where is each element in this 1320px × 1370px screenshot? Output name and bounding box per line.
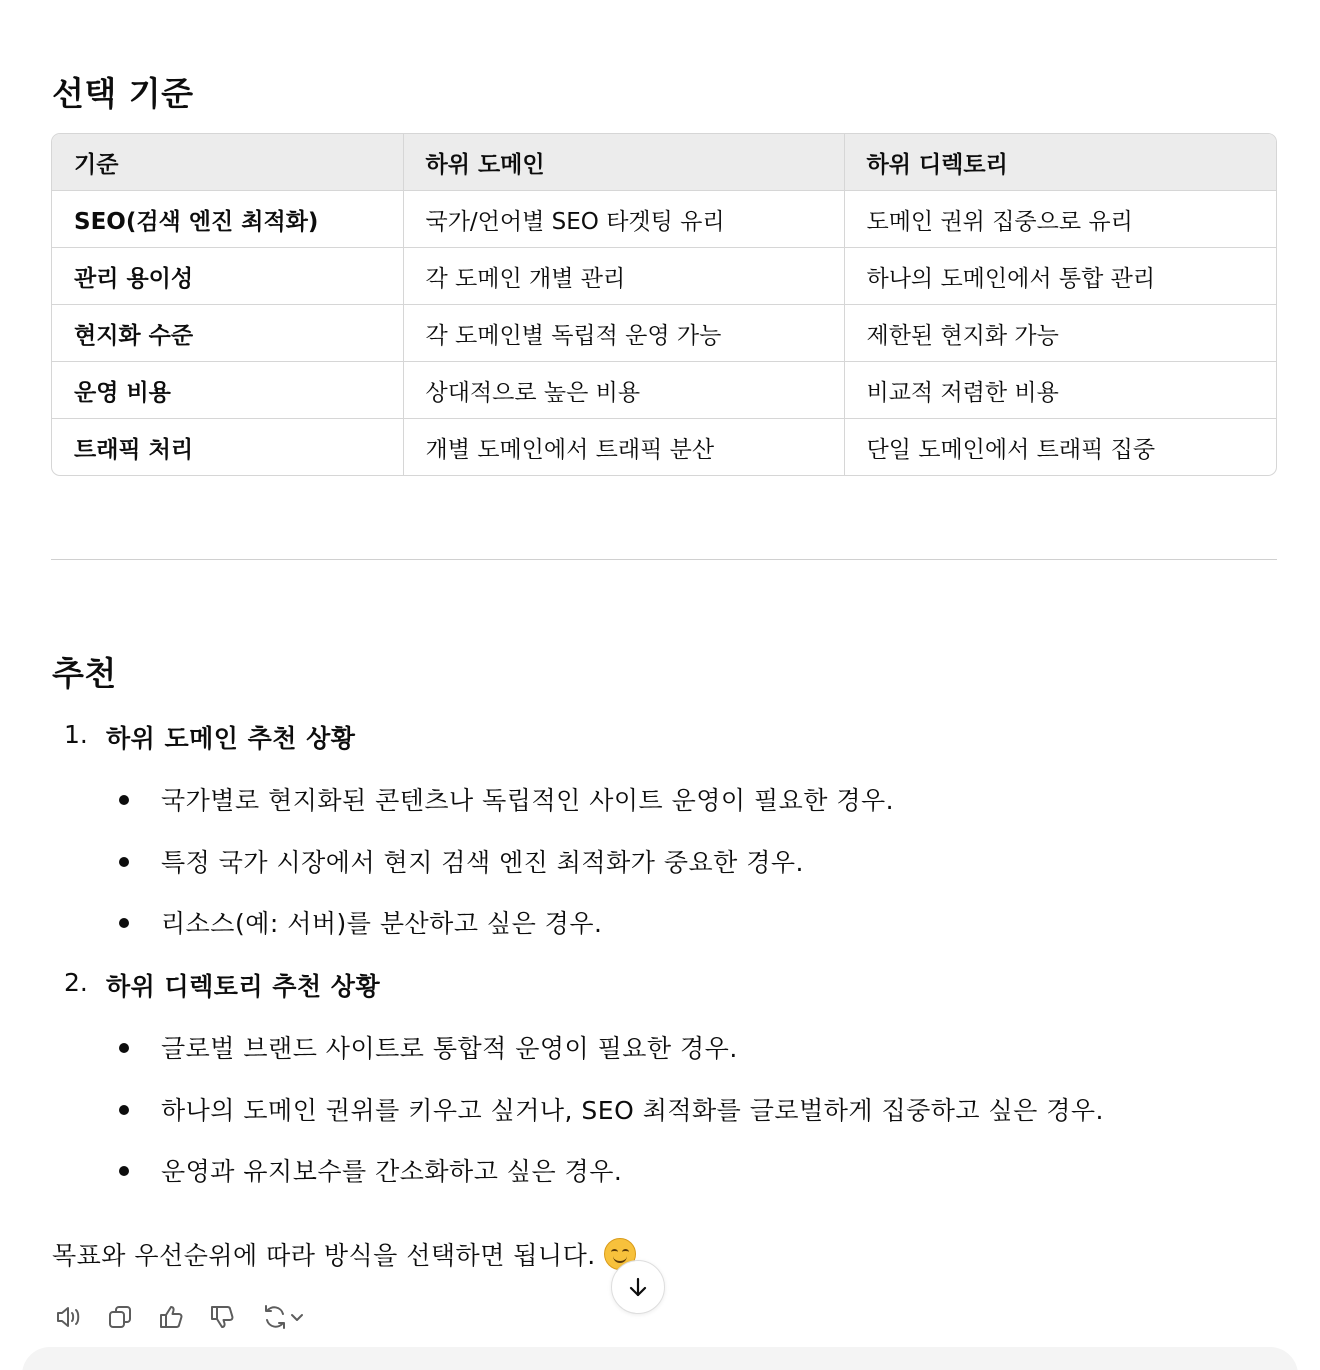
table-cell-subdomain: 각 도메인별 독립적 운영 가능 — [403, 305, 844, 362]
table-row — [52, 419, 1276, 476]
copy-icon — [106, 1303, 134, 1331]
table-cell-criteria: 관리 용이성 — [52, 248, 403, 305]
bullet-icon — [119, 918, 129, 928]
table-cell-subdirectory: 단일 도메인에서 트래픽 집중 — [866, 436, 1156, 463]
thumbs-down-icon — [208, 1303, 236, 1331]
table-cell-subdomain: 개별 도메인에서 트래픽 분산 — [403, 419, 844, 476]
read-aloud-icon — [54, 1302, 84, 1332]
table-cell-subdomain: 각 도메인 개별 관리 — [403, 248, 844, 305]
comparison-table — [51, 133, 1277, 476]
criteria-heading: 선택 기준 — [52, 74, 194, 113]
closing-text: 목표와 우선순위에 따라 방식을 선택하면 됩니다. — [52, 1241, 596, 1270]
table-cell-subdirectory: 도메인 권위 집중으로 유리 — [844, 191, 1276, 248]
thumbs-up-icon — [157, 1303, 185, 1331]
header-subdomain: 하위 도메인 — [403, 134, 844, 191]
list-item-title: 하위 도메인 추천 상황 — [106, 724, 356, 753]
chevron-down-icon — [289, 1309, 305, 1325]
list-number: 1. — [64, 720, 88, 749]
message-actions — [52, 1300, 327, 1334]
table-cell-subdomain: 국가/언어별 SEO 타겟팅 유리 — [403, 191, 844, 248]
list-item: 글로벌 브랜드 사이트로 통합적 운영이 필요한 경우. — [161, 1034, 738, 1063]
header-criteria: 기준 — [52, 134, 403, 191]
table-cell-subdirectory: 제한된 현지화 가능 — [844, 305, 1276, 362]
table-row — [52, 305, 1276, 362]
table-row — [52, 191, 1276, 248]
list-item: 운영과 유지보수를 간소화하고 싶은 경우. — [161, 1157, 623, 1186]
table-cell-criteria: SEO(검색 엔진 최적화) — [52, 191, 403, 248]
bullet-icon — [119, 1105, 129, 1115]
list-item: 국가별로 현지화된 콘텐츠나 독립적인 사이트 운영이 필요한 경우. — [161, 786, 895, 815]
bullet-icon — [119, 1166, 129, 1176]
list-number: 2. — [64, 968, 88, 997]
regenerate-button[interactable] — [256, 1300, 310, 1334]
list-item: 하나의 도메인 권위를 키우고 싶거나, SEO 최적화를 글로벌하게 집중하고 싶은 경우. — [161, 1096, 1105, 1125]
section-divider — [51, 559, 1277, 560]
table-row — [52, 248, 1276, 305]
good-response-button[interactable] — [154, 1300, 188, 1334]
copy-button[interactable] — [103, 1300, 137, 1334]
regenerate-icon — [261, 1303, 289, 1331]
recommendation-heading: 추천 — [52, 654, 117, 693]
message-composer[interactable] — [22, 1347, 1298, 1370]
list-item-title: 하위 디렉토리 추천 상황 — [106, 972, 381, 1001]
bullet-icon — [119, 1043, 129, 1053]
list-item: 특정 국가 시장에서 현지 검색 엔진 최적화가 중요한 경우. — [161, 848, 804, 877]
table-cell-subdirectory: 비교적 저렴한 비용 — [844, 362, 1276, 419]
bad-response-button[interactable] — [205, 1300, 239, 1334]
bullet-icon — [119, 795, 129, 805]
list-item: 리소스(예: 서버)를 분산하고 싶은 경우. — [161, 909, 603, 938]
arrow-down-icon — [626, 1275, 650, 1299]
table-cell-criteria: 트래픽 처리 — [52, 419, 403, 476]
closing-paragraph — [52, 1236, 636, 1272]
table-cell-subdomain: 상대적으로 높은 비용 — [403, 362, 844, 419]
table-row — [52, 362, 1276, 419]
bullet-icon — [119, 857, 129, 867]
header-subdirectory: 하위 디렉토리 — [844, 134, 1276, 191]
table-cell-subdirectory: 하나의 도메인에서 통합 관리 — [844, 248, 1276, 305]
scroll-to-bottom-button[interactable] — [611, 1260, 665, 1314]
table-cell-criteria: 운영 비용 — [52, 362, 403, 419]
table-cell-criteria: 현지화 수준 — [52, 305, 403, 362]
table-header-row — [52, 134, 1276, 191]
read-aloud-button[interactable] — [52, 1300, 86, 1334]
